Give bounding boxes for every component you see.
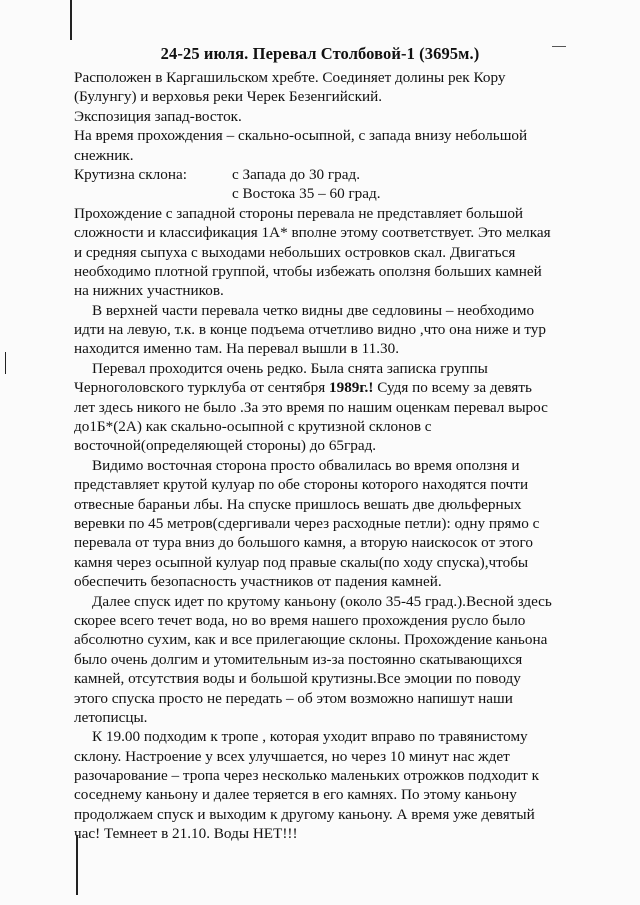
text-fragment: Судя по всему за девять — [373, 379, 532, 397]
steepness-block — [74, 165, 614, 204]
paragraph-west-side — [74, 204, 614, 301]
paragraph-east-side — [74, 456, 614, 592]
text-line: скорее всего течет вода, но во время нашего прохождения русло было — [74, 611, 526, 629]
steepness-row-east — [74, 184, 614, 203]
document-body — [74, 68, 614, 844]
text-line: продолжаем спуск и выходим к другому каньону. А время уже девятый — [74, 805, 535, 823]
text-line: абсолютно сухим, как и все прилегающие склоны. Прохождение каньона — [74, 631, 548, 649]
text-line: обеспечить безопасность участников от падения камней. — [74, 573, 442, 591]
scan-mark — [5, 352, 6, 374]
text-line: Видимо восточная сторона просто обвалилась во время оползня и — [92, 456, 520, 474]
text-line: находится именно там. На перевал вышли в 11.30. — [74, 340, 400, 358]
steepness-label: Крутизна склона: — [74, 165, 187, 183]
text-line: камня через осыпной кулуар под правые скалы(по ходу спуска),чтобы — [74, 553, 529, 571]
text-line: снежник. — [74, 146, 134, 164]
paragraph-upper-part — [74, 301, 614, 359]
text-line: Далее спуск идет по крутому каньону (около 35-45 град.).Весной здесь — [92, 592, 552, 610]
text-line: представляет крутой кулуар по обе стороны которого находятся почти — [74, 476, 529, 494]
text-line: К 19.00 подходим к тропе , которая уходит вправо по травянистому — [92, 728, 528, 746]
text-line: было очень долгим и утомительным из-за постоянно скатывающихся — [74, 650, 523, 668]
text-line: (Булунгу) и верховья реки Черек Безенгийский. — [74, 88, 383, 106]
paragraph-trail — [74, 727, 614, 843]
text-line: Экспозиция запад-восток. — [74, 107, 242, 125]
steepness-row-west — [74, 165, 614, 184]
steepness-east: с Востока 35 – 60 град. — [232, 185, 381, 203]
text-line: необходимо плотной группой, чтобы избежать оползня больших камней — [74, 262, 542, 280]
text-line: летописцы. — [74, 708, 148, 726]
text-line: Прохождение с западной стороны перевала не представляет большой — [74, 204, 524, 222]
text-line: сложности и классификация 1А* вполне этому соответствует. Это мелкая — [74, 224, 551, 242]
text-line: Перевал проходится очень редко. Была снята записка группы — [92, 359, 488, 377]
text-line: лет здесь никого не было .За это время по нашим оценкам перевал вырос — [74, 398, 548, 416]
text-line: восточной(определяющей стороны) до 65град. — [74, 437, 377, 455]
text-line: На время прохождения – скально-осыпной, с запада внизу небольшой — [74, 127, 528, 145]
text-line: разочарование – тропа через несколько маленьких отрожков подходит к — [74, 767, 539, 785]
text-line: камней, отсутствия воды и большой крутизны.Все эмоции по поводу — [74, 670, 521, 688]
text-line: перевала от тура вниз до большого камня, а вторую наискосок от этого — [74, 534, 533, 552]
scan-mark — [70, 0, 72, 40]
text-line: веревки по 45 метров(сдергивали через расходные петли): одну прямо с — [74, 514, 540, 532]
paragraph-canyon — [74, 592, 614, 728]
page-title: 24-25 июля. Перевал Столбовой-1 (3695м.) — [160, 44, 480, 63]
text-line — [74, 378, 614, 397]
text-line: соседнему каньону и далее теряется в его камнях. По этому каньону — [74, 786, 517, 804]
scan-mark — [76, 835, 78, 895]
text-line: и средняя сыпуха с выходами небольших островков скал. Двигаться — [74, 243, 516, 261]
text-line: В верхней части перевала четко видны две седловины – необходимо — [92, 301, 535, 319]
text-fragment: Черноголовского турклуба от сентября — [74, 379, 329, 397]
text-line: час! Темнеет в 21.10. Воды НЕТ!!! — [74, 825, 298, 843]
text-line: Расположен в Каргашильском хребте. Соединяет долины рек Кору — [74, 69, 506, 86]
text-line: до1Б*(2А) как скально-осыпной с крутизной склонов с — [74, 418, 432, 436]
text-line: этого спуска просто не передать – об этом возможно напишут наши — [74, 689, 513, 707]
bold-year: 1989г.! — [329, 379, 374, 397]
steepness-west: с Запада до 30 град. — [232, 165, 361, 183]
text-line: склону. Настроение у всех улучшается, но через 10 минут нас ждет — [74, 747, 510, 765]
text-line: на нижних участников. — [74, 282, 224, 300]
paragraph-note — [74, 359, 614, 456]
text-line: идти на левую, т.к. в конце подъема отчетливо видно ,что она ниже и тур — [74, 321, 546, 339]
intro-paragraph — [74, 68, 614, 165]
text-line: отвесные бараньи лбы. На спуске пришлось вешать две дюльферных — [74, 495, 522, 513]
